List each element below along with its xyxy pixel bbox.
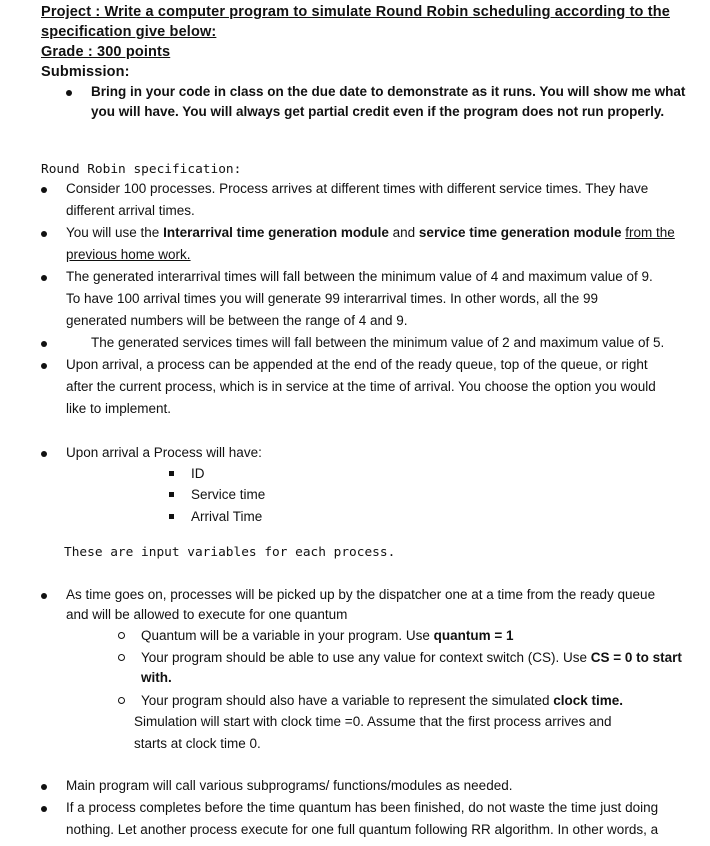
bullet-5-line-3: like to implement. xyxy=(66,401,172,416)
submission-heading: Submission: xyxy=(41,64,130,80)
bullet-1-line-1: Consider 100 processes. Process arrives at different times with different service times. They have xyxy=(66,181,649,196)
bullet-icon xyxy=(41,451,47,457)
submission-text-line-2: you will have. You will always get partial credit even if the program does not run properly. xyxy=(91,104,665,119)
square-bullet-icon xyxy=(169,471,174,476)
bullet-icon xyxy=(66,90,72,96)
bullet-6-line-1: Upon arrival a Process will have: xyxy=(66,445,262,460)
bullet-icon xyxy=(41,187,47,193)
bullet-8-line-1: Main program will call various subprograms/ functions/modules as needed. xyxy=(66,778,513,793)
bullet-2-line-1: You will use the Interarrival time generation module and service time generation module from the xyxy=(66,225,675,240)
bullet-icon xyxy=(41,231,47,237)
spec-title: Round Robin specification: xyxy=(41,162,242,177)
bullet-9-line-2: nothing. Let another process execute for one full quantum following RR algorithm. In other words, a xyxy=(66,822,659,837)
input-variables-note: These are input variables for each process. xyxy=(64,545,396,560)
bullet-icon xyxy=(41,341,47,347)
bullet-1-line-2: different arrival times. xyxy=(66,203,195,218)
sub-bullet-clock-time-line-2: Simulation will start with clock time =0. Assume that the first process arrives and xyxy=(134,714,612,729)
sub-bullet-clock-time: Your program should also have a variable to represent the simulated clock time. xyxy=(141,693,624,708)
bullet-icon xyxy=(41,275,47,281)
bullet-3-line-1: The generated interarrival times will fall between the minimum value of 4 and maximum value of 9. xyxy=(66,269,653,284)
sub-bullet-quantum: Quantum will be a variable in your program. Use quantum = 1 xyxy=(141,628,514,643)
project-title-line-2: specification give below: xyxy=(41,24,217,40)
bullet-7-line-2: and will be allowed to execute for one quantum xyxy=(66,607,348,622)
bullet-icon xyxy=(41,784,47,790)
bullet-5-line-2: after the current process, which is in service at the time of arrival. You choose the option you would xyxy=(66,379,656,394)
project-title-line-1: Project : Write a computer program to simulate Round Robin scheduling according to the xyxy=(41,4,670,20)
bullet-icon xyxy=(41,806,47,812)
square-bullet-icon xyxy=(169,514,174,519)
bullet-2-line-2: previous home work. xyxy=(66,247,191,262)
circle-bullet-icon xyxy=(118,697,125,704)
bullet-icon xyxy=(41,363,47,369)
bullet-7-line-1: As time goes on, processes will be picked up by the dispatcher one at a time from the ready queue xyxy=(66,587,656,602)
grade-label: Grade : 300 points xyxy=(41,44,171,60)
bullet-3-line-3: generated numbers will be between the range of 4 and 9. xyxy=(66,313,408,328)
sub-item-arrival-time: Arrival Time xyxy=(191,509,263,524)
sub-bullet-clock-time-line-3: starts at clock time 0. xyxy=(134,736,261,751)
bullet-9-line-1: If a process completes before the time quantum has been finished, do not waste the time just doing xyxy=(66,800,659,815)
sub-item-service-time: Service time xyxy=(191,487,266,502)
bullet-4-line-1: The generated services times will fall between the minimum value of 2 and maximum value of 5. xyxy=(91,335,665,350)
circle-bullet-icon xyxy=(118,654,125,661)
circle-bullet-icon xyxy=(118,632,125,639)
sub-bullet-context-switch: Your program should be able to use any value for context switch (CS). Use CS = 0 to start xyxy=(141,650,682,665)
sub-item-id: ID xyxy=(191,466,205,481)
bullet-3-line-2: To have 100 arrival times you will generate 99 interarrival times. In other words, all the 99 xyxy=(66,291,599,306)
sub-bullet-context-switch-line-2: with. xyxy=(141,670,172,685)
bullet-5-line-1: Upon arrival, a process can be appended at the end of the ready queue, top of the queue, or right xyxy=(66,357,648,372)
square-bullet-icon xyxy=(169,492,174,497)
bullet-icon xyxy=(41,593,47,599)
submission-text-line-1: Bring in your code in class on the due date to demonstrate as it runs. You will show me what xyxy=(91,84,686,99)
